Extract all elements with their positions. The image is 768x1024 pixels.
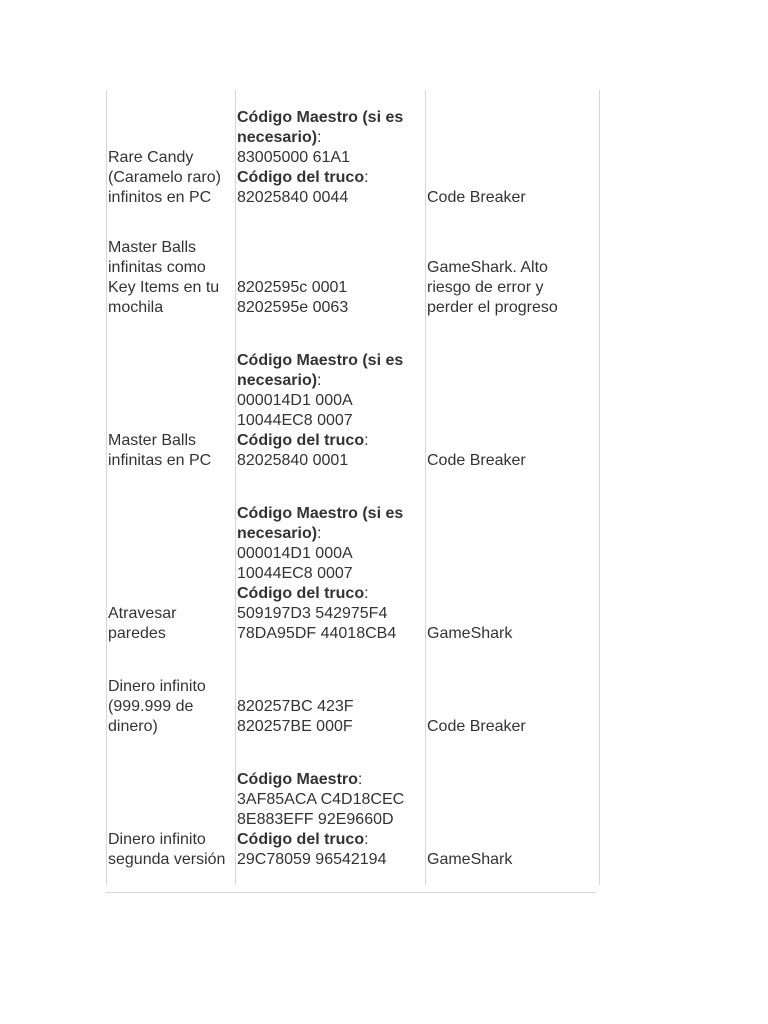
master-code-label-text: Código Maestro (si es necesario) [237,352,404,389]
tool-cell [426,208,600,318]
cheats-table-container [106,90,596,892]
master-code-value: 000014D1 000A [237,545,353,562]
master-code-value: 83005000 61A1 [237,149,350,166]
trick-code-label-text: Código del truco [237,432,365,449]
effect-cell [107,90,236,208]
master-code-label: Código Maestro (si es necesario): [237,352,404,389]
tool-text: GameShark. Alto [427,259,548,276]
table-row [107,644,600,737]
effect-cell [107,471,236,644]
tool-text: Code Breaker [427,189,526,206]
code-value: 820257BC 423F [237,698,354,715]
tool-text: perder el progreso [427,299,558,316]
tool-cell [426,644,600,737]
cheats-table [106,90,600,885]
trick-code-value: 78DA95DF 44018CB4 [237,625,397,642]
trick-code-label: Código del truco: [237,831,369,848]
tool-text: GameShark [427,851,513,868]
code-cell [236,90,426,208]
code-cell [236,318,426,471]
master-code-label: Código Maestro: [237,771,363,788]
tool-text: Code Breaker [427,718,526,735]
master-code-label: Código Maestro (si es necesario): [237,505,404,542]
effect-text: paredes [108,625,166,642]
master-code-label: Código Maestro (si es necesario): [237,109,404,146]
code-cell [236,471,426,644]
table-row [107,471,600,644]
tool-text: riesgo de error y [427,279,544,296]
tool-cell [426,737,600,885]
table-bottom-border [106,892,596,893]
trick-code-value: 82025840 0001 [237,452,349,469]
trick-code-label-text: Código del truco [237,585,365,602]
code-cell [236,737,426,885]
code-value: 8202595c 0001 [237,279,348,296]
master-code-value: 10044EC8 0007 [237,565,353,582]
effect-text: Master Balls [108,239,197,256]
trick-code-value: 509197D3 542975F4 [237,605,388,622]
master-code-label-text: Código Maestro (si es necesario) [237,505,404,542]
effect-text: infinitos en PC [108,189,212,206]
trick-code-label-text: Código del truco [237,831,365,848]
effect-text: mochila [108,299,164,316]
master-code-value: 000014D1 000A [237,392,353,409]
trick-code-label: Código del truco: [237,169,369,186]
table-row [107,318,600,471]
trick-code-label: Código del truco: [237,432,369,449]
code-value: 820257BE 000F [237,718,353,735]
effect-text: Dinero infinito [108,678,206,695]
effect-cell [107,318,236,471]
tool-cell [426,318,600,471]
trick-code-value: 82025840 0044 [237,189,349,206]
master-code-value: 10044EC8 0007 [237,412,353,429]
effect-cell [107,208,236,318]
effect-text: infinitas como [108,259,206,276]
effect-text: Master Balls [108,432,197,449]
trick-code-label-text: Código del truco [237,169,365,186]
master-code-label-text: Código Maestro (si es necesario) [237,109,404,146]
effect-text: (999.999 de [108,698,194,715]
effect-text: dinero) [108,718,158,735]
effect-text: Atravesar [108,605,177,622]
code-cell [236,208,426,318]
master-code-value: 3AF85ACA C4D18CEC [237,791,405,808]
code-cell [236,644,426,737]
tool-text: Code Breaker [427,452,526,469]
effect-text: Key Items en tu [108,279,220,296]
table-row [107,737,600,885]
cheats-table-body [107,90,600,885]
master-code-label-text: Código Maestro [237,771,358,788]
table-row [107,208,600,318]
tool-text: GameShark [427,625,513,642]
effect-text: (Caramelo raro) [108,169,221,186]
effect-cell [107,644,236,737]
effect-text: Dinero infinito [108,831,206,848]
table-row [107,90,600,208]
effect-cell [107,737,236,885]
tool-cell [426,90,600,208]
trick-code-value: 29C78059 96542194 [237,851,387,868]
effect-text: segunda versión [108,851,226,868]
effect-text: Rare Candy [108,149,194,166]
trick-code-label: Código del truco: [237,585,369,602]
master-code-value: 8E883EFF 92E9660D [237,811,394,828]
effect-text: infinitas en PC [108,452,212,469]
code-value: 8202595e 0063 [237,299,349,316]
tool-cell [426,471,600,644]
